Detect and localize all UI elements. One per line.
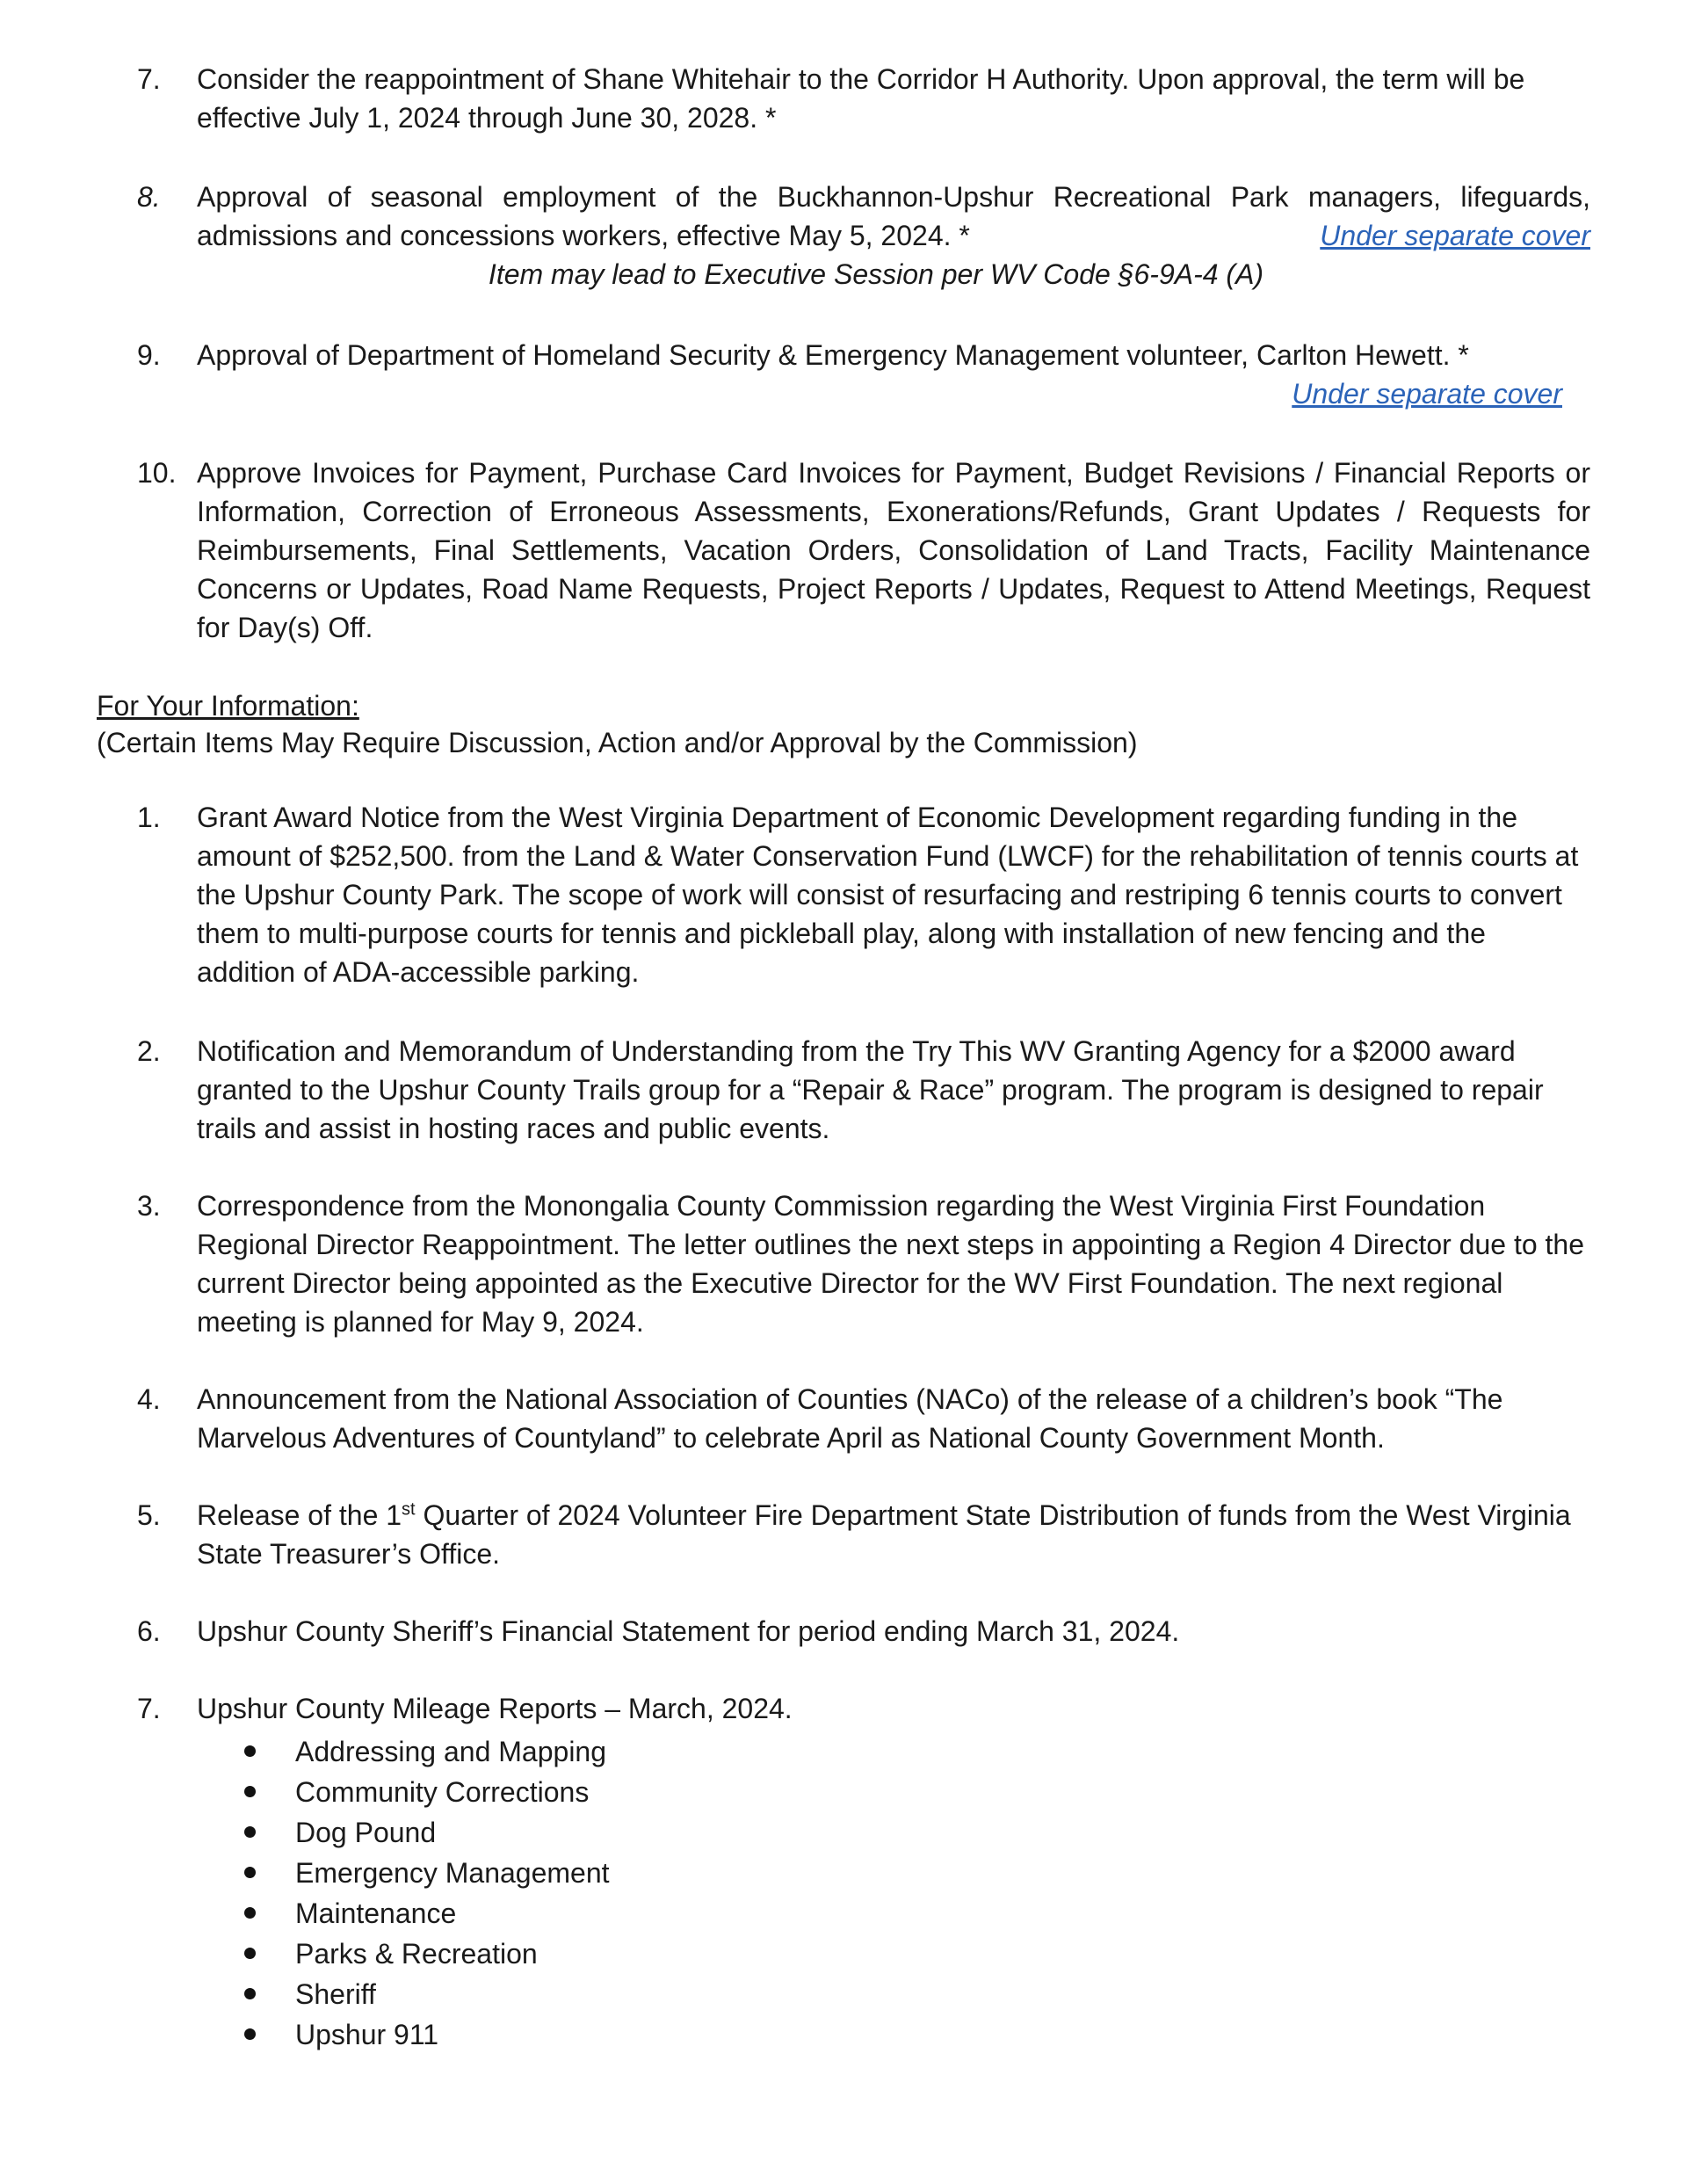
bullet-icon (244, 1867, 256, 1878)
section-title: For Your Information: (97, 690, 359, 722)
list-item: Parks & Recreation (197, 1934, 1590, 1974)
info-section-header (97, 687, 1590, 761)
item-text: Approval of Department of Homeland Security & Emergency Management volunteer, Carlton Hewett. * (197, 339, 1469, 371)
item-number: 6. (137, 1615, 161, 1647)
item-text: Approval of seasonal employment of the Buckhannon-Upshur Recreational Park managers, lifeguards, admissions and concessions workers, effective May 5, 2024. * (197, 181, 1590, 251)
item-number: 7. (137, 63, 161, 95)
item-number: 8. (137, 181, 161, 213)
item-text: Upshur County Sheriff’s Financial Statement for period ending March 31, 2024. (197, 1615, 1180, 1647)
agenda-item-7 (97, 60, 1590, 137)
agenda-item-8 (97, 178, 1590, 294)
info-item-4 (97, 1380, 1590, 1457)
list-item: Community Corrections (197, 1772, 1590, 1812)
bullet-icon (244, 1826, 256, 1838)
agenda-item-10 (97, 453, 1590, 647)
bullet-icon (244, 1745, 256, 1757)
item-text: Approve Invoices for Payment, Purchase Card Invoices for Payment, Budget Revisions / Financial Reports or Information, Correction of Erroneous Assessments, Exonerations/Refunds, Grant Updates / Requests for Reimbursements, Final Settlements, Vacation Orders, Consolidation of Land Tracts, Facility Maintenance Concerns or Updates, Road Name Requests, Project Reports / Updates, Request to Attend Meetings, Request for Day(s) Off. (197, 457, 1590, 643)
item-number: 10. (137, 457, 177, 489)
item-text: Announcement from the National Association of Counties (NACo) of the release of a children’s book “The Marvelous Adventures of Countyland” to celebrate April as National County Government Month. (197, 1383, 1503, 1454)
list-item: Maintenance (197, 1893, 1590, 1934)
item-text: Consider the reappointment of Shane Whitehair to the Corridor H Authority. Upon approval, the term will be effective July 1, 2024 through June 30, 2028. * (197, 63, 1525, 134)
info-item-7 (97, 1689, 1590, 2055)
item-text: Notification and Memorandum of Understanding from the Try This WV Granting Agency for a $2000 award granted to the Upshur County Trails group for a “Repair & Race” program. The program is designed to repair trails and assist in hosting races and public events. (197, 1035, 1544, 1144)
list-item: Dog Pound (197, 1812, 1590, 1853)
item-number: 4. (137, 1383, 161, 1415)
item-number: 1. (137, 802, 161, 833)
under-separate-cover-link[interactable]: Under separate cover (1320, 220, 1590, 251)
item-text: Release of the 1st Quarter of 2024 Volunteer Fire Department State Distribution of funds from the West Virginia State Treasurer’s Office. (197, 1499, 1571, 1570)
bullet-icon (244, 1907, 256, 1919)
list-item: Sheriff (197, 1974, 1590, 2014)
under-separate-cover-link[interactable]: Under separate cover (1292, 378, 1562, 410)
info-item-5 (97, 1496, 1590, 1573)
item-number: 9. (137, 339, 161, 371)
info-item-3 (97, 1186, 1590, 1341)
item-number: 7. (137, 1693, 161, 1724)
item-number: 5. (137, 1499, 161, 1531)
item-text: Correspondence from the Monongalia County Commission regarding the West Virginia First Foundation Regional Director Reappointment. The letter outlines the next steps in appointing a Region 4 Director due to the current Director being appointed as the Executive Director for the WV First Foundation. The next regional meeting is planned for May 9, 2024. (197, 1190, 1585, 1338)
bullet-icon (244, 1786, 256, 1797)
agenda-item-9 (97, 336, 1590, 413)
mileage-report-list (197, 1731, 1590, 2055)
info-item-6 (97, 1612, 1590, 1651)
info-item-2 (97, 1032, 1590, 1148)
executive-session-note: Item may lead to Executive Session per WV Code §6-9A-4 (A) (488, 258, 1264, 290)
bullet-icon (244, 1988, 256, 1999)
section-subtitle: (Certain Items May Require Discussion, Action and/or Approval by the Commission) (97, 727, 1138, 758)
list-item: Upshur 911 (197, 2014, 1590, 2055)
item-text: Upshur County Mileage Reports – March, 2024. (197, 1693, 793, 1724)
list-item: Emergency Management (197, 1853, 1590, 1893)
info-item-1 (97, 798, 1590, 991)
bullet-icon (244, 2028, 256, 2040)
item-number: 2. (137, 1035, 161, 1067)
ordinal-suffix: st (402, 1499, 416, 1520)
bullet-icon (244, 1948, 256, 1959)
list-item: Addressing and Mapping (197, 1731, 1590, 1772)
item-number: 3. (137, 1190, 161, 1222)
item-text: Grant Award Notice from the West Virginia Department of Economic Development regarding funding in the amount of $252,500. from the Land & Water Conservation Fund (LWCF) for the rehabilitation of tennis courts at the Upshur County Park. The scope of work will consist of resurfacing and restriping 6 tennis courts to convert them to multi-purpose courts for tennis and pickleball play, along with installation of new fencing and the addition of ADA-accessible parking. (197, 802, 1579, 988)
